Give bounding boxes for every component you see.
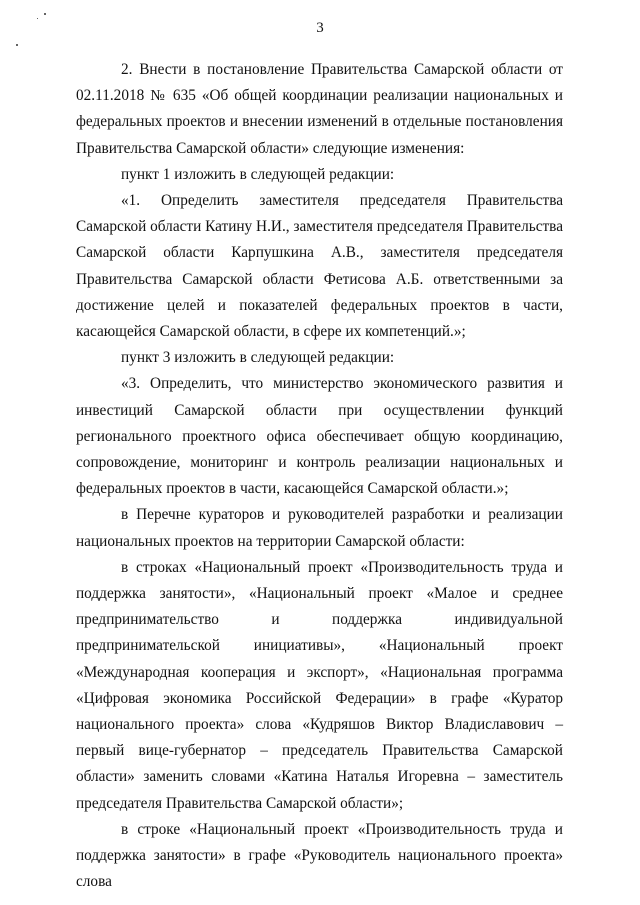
paragraph-item1-heading: пункт 1 изложить в следующей редакции:: [121, 165, 395, 183]
paragraph-item3-heading: пункт 3 изложить в следующей редакции:: [121, 349, 395, 367]
scan-speck: [37, 18, 38, 19]
paragraph-rows-curator: в строках «Национальный проект «Производительность труда и поддержка занятости», «Национальный проект «Малое и среднее предпринимательство и поддержка индивидуальной предпринимательской инициативы», «Национальный проект «Международная кооперация и экспорт», «Национальная программа «Цифровая экономика Российской Федерации» в графе «Куратор национального проекта» слова «Кудряшов Виктор Владиславович – первый вице-губернатор – председатель Правительства Самарской области» заменить словами «Катина Наталья Игоревна – заместитель председателя Правительства Самарской области»;: [76, 558, 563, 812]
page-number: 3: [316, 20, 324, 36]
scan-speck: [16, 44, 18, 46]
paragraph-curators-list: в Перечне кураторов и руководителей разработки и реализации национальных проектов на территории Самарской области:: [76, 506, 563, 550]
paragraph-item3-text: «3. Определить, что министерство экономического развития и инвестиций Самарской области при осуществлении функций регионального проектного офиса обеспечивает общую координацию, сопровождение, мониторинг и контроль реализации национальных и федеральных проектов в части, касающейся Самарской области.»;: [76, 375, 563, 498]
paragraph-row-head: в строке «Национальный проект «Производительность труда и поддержка занятости» в графе «Руководитель национального проекта» слова: [76, 820, 563, 891]
document-body: [76, 57, 563, 896]
paragraph-item1-text: «1. Определить заместителя председателя Правительства Самарской области Катину Н.И., заместителя председателя Правительства Самарской области Карпушкина А.В., заместителя председателя Правительства Самарской области Фетисова А.Б. ответственными за достижение целей и показателей федеральных проектов в части, касающейся Самарской области, в сфере их компетенций.»;: [76, 192, 563, 341]
scan-speck: [44, 13, 46, 15]
paragraph-amendment-intro: 2. Внести в постановление Правительства Самарской области от 02.11.2018 № 635 «Об общей координации реализации национальных и федеральных проектов и внесении изменений в отдельные постановления Правительства Самарской области» следующие изменения:: [76, 61, 563, 157]
